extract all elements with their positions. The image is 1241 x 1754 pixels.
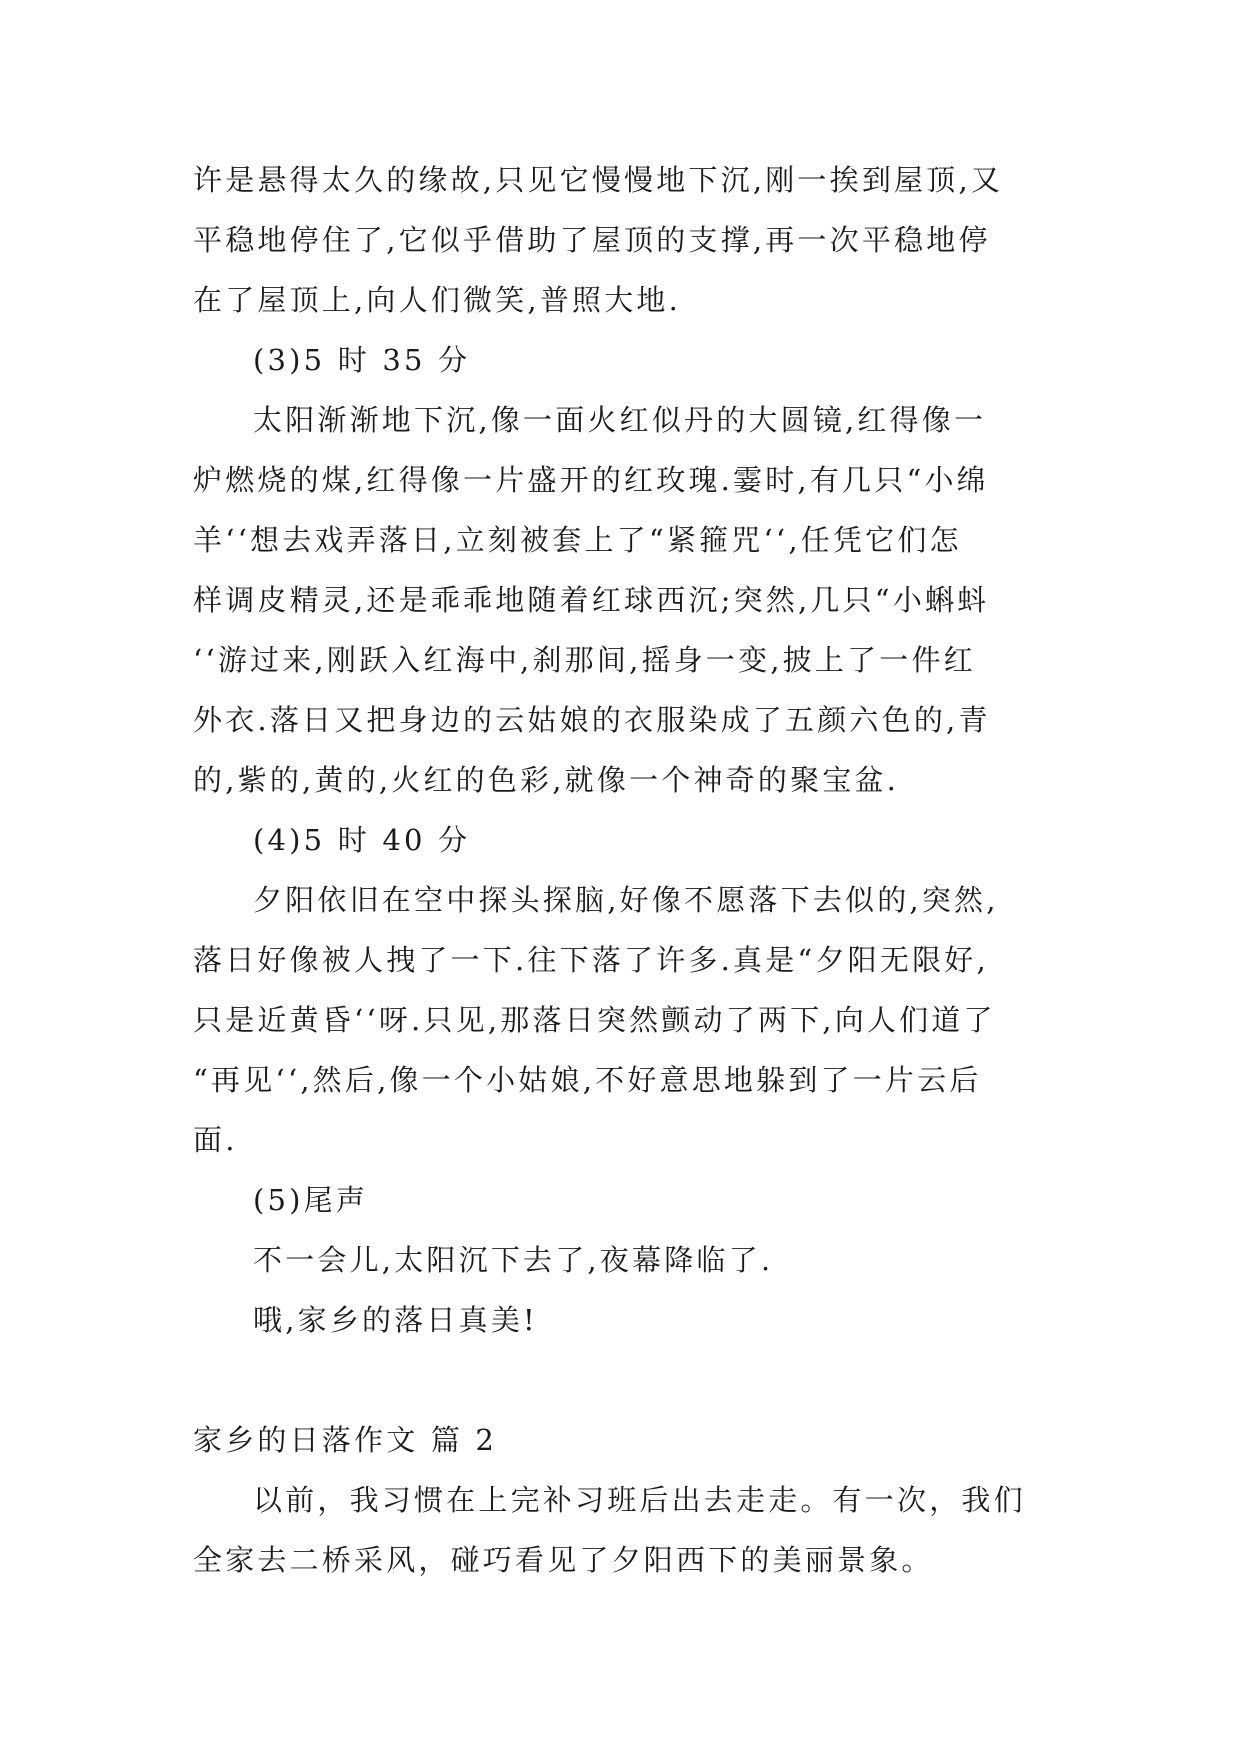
paragraph-line: 太阳渐渐地下沉,像一面火红似丹的大圆镜,红得像一 [253,403,987,437]
essay-heading: 家乡的日落作文 篇 2 [193,1423,498,1457]
paragraph-line: 哦,家乡的落日真美! [253,1303,538,1337]
paragraph-line: 外衣.落日又把身边的云姑娘的衣服染成了五颜六色的,青 [193,703,991,737]
paragraph-line: 样调皮精灵,还是乖乖地随着红球西沉;突然,几只“小蝌蚪 [193,583,990,617]
paragraph-line: “再见‘‘,然后,像一个小姑娘,不好意思地躲到了一片云后 [193,1063,982,1097]
paragraph-line: 以前，我习惯在上完补习班后出去走走。有一次，我们 [253,1483,1026,1517]
paragraph-line: 在了屋顶上,向人们微笑,普照大地. [193,283,682,317]
paragraph-line: 夕阳依旧在空中探头探脑,好像不愿落下去似的,突然, [253,883,999,917]
paragraph-line: ‘‘游过来,刚跃入红海中,刹那间,摇身一变,披上了一件红 [193,643,976,677]
section-marker: (4)5 时 40 分 [253,823,471,857]
paragraph-line: 许是悬得太久的缘故,只见它慢慢地下沉,刚一挨到屋顶,又 [193,163,1004,197]
paragraph-line: 全家去二桥采风，碰巧看见了夕阳西下的美丽景象。 [193,1543,934,1577]
section-marker: (5)尾声 [253,1183,369,1217]
paragraph-line: 不一会儿,太阳沉下去了,夜幕降临了. [253,1243,774,1277]
paragraph-line: 的,紫的,黄的,火红的色彩,就像一个神奇的聚宝盆. [193,763,900,797]
document-body [193,150,1053,1590]
paragraph-line: 只是近黄昏‘‘呀.只见,那落日突然颤动了两下,向人们道了 [193,1003,996,1037]
paragraph-line: 平稳地停住了,它似乎借助了屋顶的支撑,再一次平稳地停 [193,223,991,257]
paragraph-line: 落日好像被人拽了一下.往下落了许多.真是“夕阳无限好, [193,943,989,977]
section-marker: (3)5 时 35 分 [253,343,471,377]
paragraph-line: 羊‘‘想去戏弄落日,立刻被套上了“紧箍咒‘‘,任凭它们怎 [193,523,962,557]
paragraph-line: 炉燃烧的煤,红得像一片盛开的红玫瑰.霎时,有几只“小绵 [193,463,989,497]
paragraph-line: 面. [193,1123,238,1157]
